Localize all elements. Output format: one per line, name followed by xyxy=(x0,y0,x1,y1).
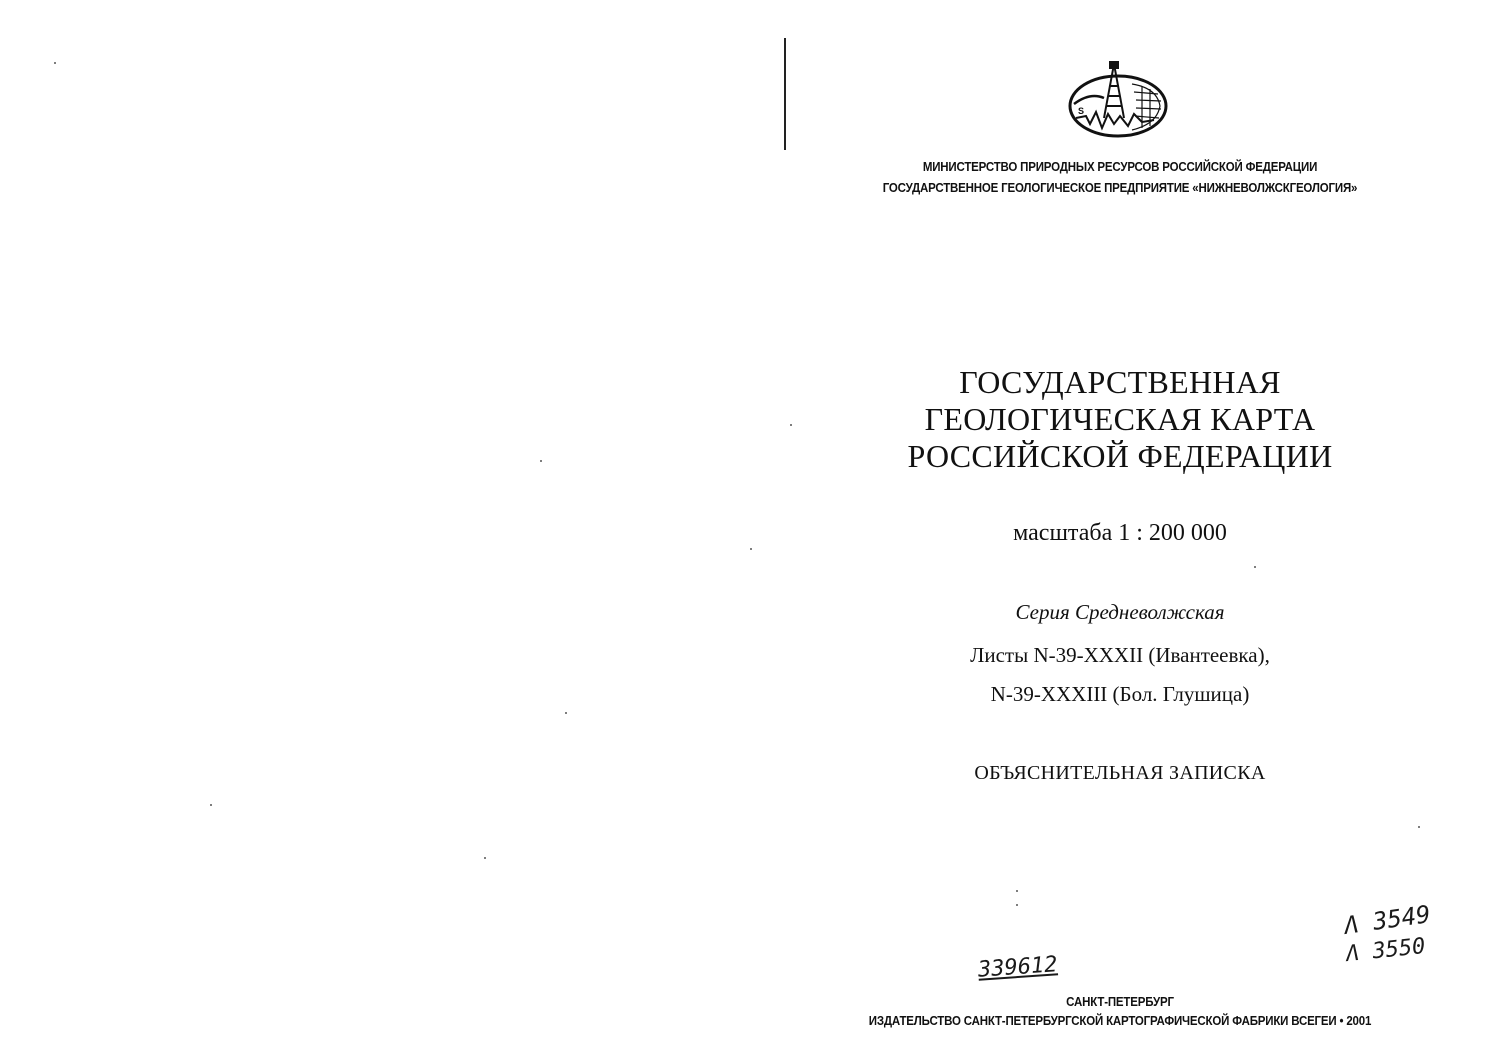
sheets-line-2: N-39-XXXIII (Бол. Глушица) xyxy=(990,682,1250,706)
publisher-line: ИЗДАТЕЛЬСТВО САНКТ-ПЕТЕРБУРГСКОЙ КАРТОГРАФИЧЕСКОЙ ФАБРИКИ ВСЕГЕИ • 2001 xyxy=(868,1014,1372,1028)
ministry-line: МИНИСТЕРСТВО ПРИРОДНЫХ РЕСУРСОВ РОССИЙСКОЙ ФЕДЕРАЦИИ xyxy=(922,160,1318,174)
scan-speck xyxy=(1016,890,1018,892)
main-title-line-2: ГЕОЛОГИЧЕСКАЯ КАРТА xyxy=(924,401,1316,437)
scan-speck xyxy=(1418,826,1420,828)
scan-speck xyxy=(1254,566,1256,568)
sheets-line-1: Листы N-39-XXXII (Ивантеевка), xyxy=(970,643,1270,667)
publication-city: САНКТ-ПЕТЕРБУРГ xyxy=(1066,995,1174,1009)
series-name: Серия Средневолжская xyxy=(1015,600,1225,624)
enterprise-line: ГОСУДАРСТВЕННОЕ ГЕОЛОГИЧЕСКОЕ ПРЕДПРИЯТИЕ «НИЖНЕВОЛЖСКГЕОЛОГИЯ» xyxy=(882,181,1358,195)
scan-speck xyxy=(1016,904,1018,906)
scan-speck xyxy=(484,857,486,859)
scan-speck xyxy=(540,460,542,462)
handwritten-code-1: Λ 3549 xyxy=(1342,900,1433,940)
scan-speck xyxy=(54,62,56,64)
scan-speck xyxy=(565,712,567,714)
document-type: ОБЪЯСНИТЕЛЬНАЯ ЗАПИСКА xyxy=(974,762,1266,784)
handwritten-code-2: Λ 3550 xyxy=(1344,933,1427,968)
main-title-line-3: РОССИЙСКОЙ ФЕДЕРАЦИИ xyxy=(907,438,1333,474)
scan-speck xyxy=(210,804,212,806)
main-title-line-1: ГОСУДАРСТВЕННАЯ xyxy=(959,364,1281,400)
geology-derrick-globe-logo-icon xyxy=(1062,58,1174,150)
handwritten-inventory-number: 339612 xyxy=(977,952,1059,983)
svg-text:S: S xyxy=(1078,106,1085,116)
scan-speck xyxy=(750,548,752,550)
page-fold-line xyxy=(784,38,786,150)
map-scale: масштаба 1 : 200 000 xyxy=(1013,520,1227,546)
scan-speck xyxy=(790,424,792,426)
